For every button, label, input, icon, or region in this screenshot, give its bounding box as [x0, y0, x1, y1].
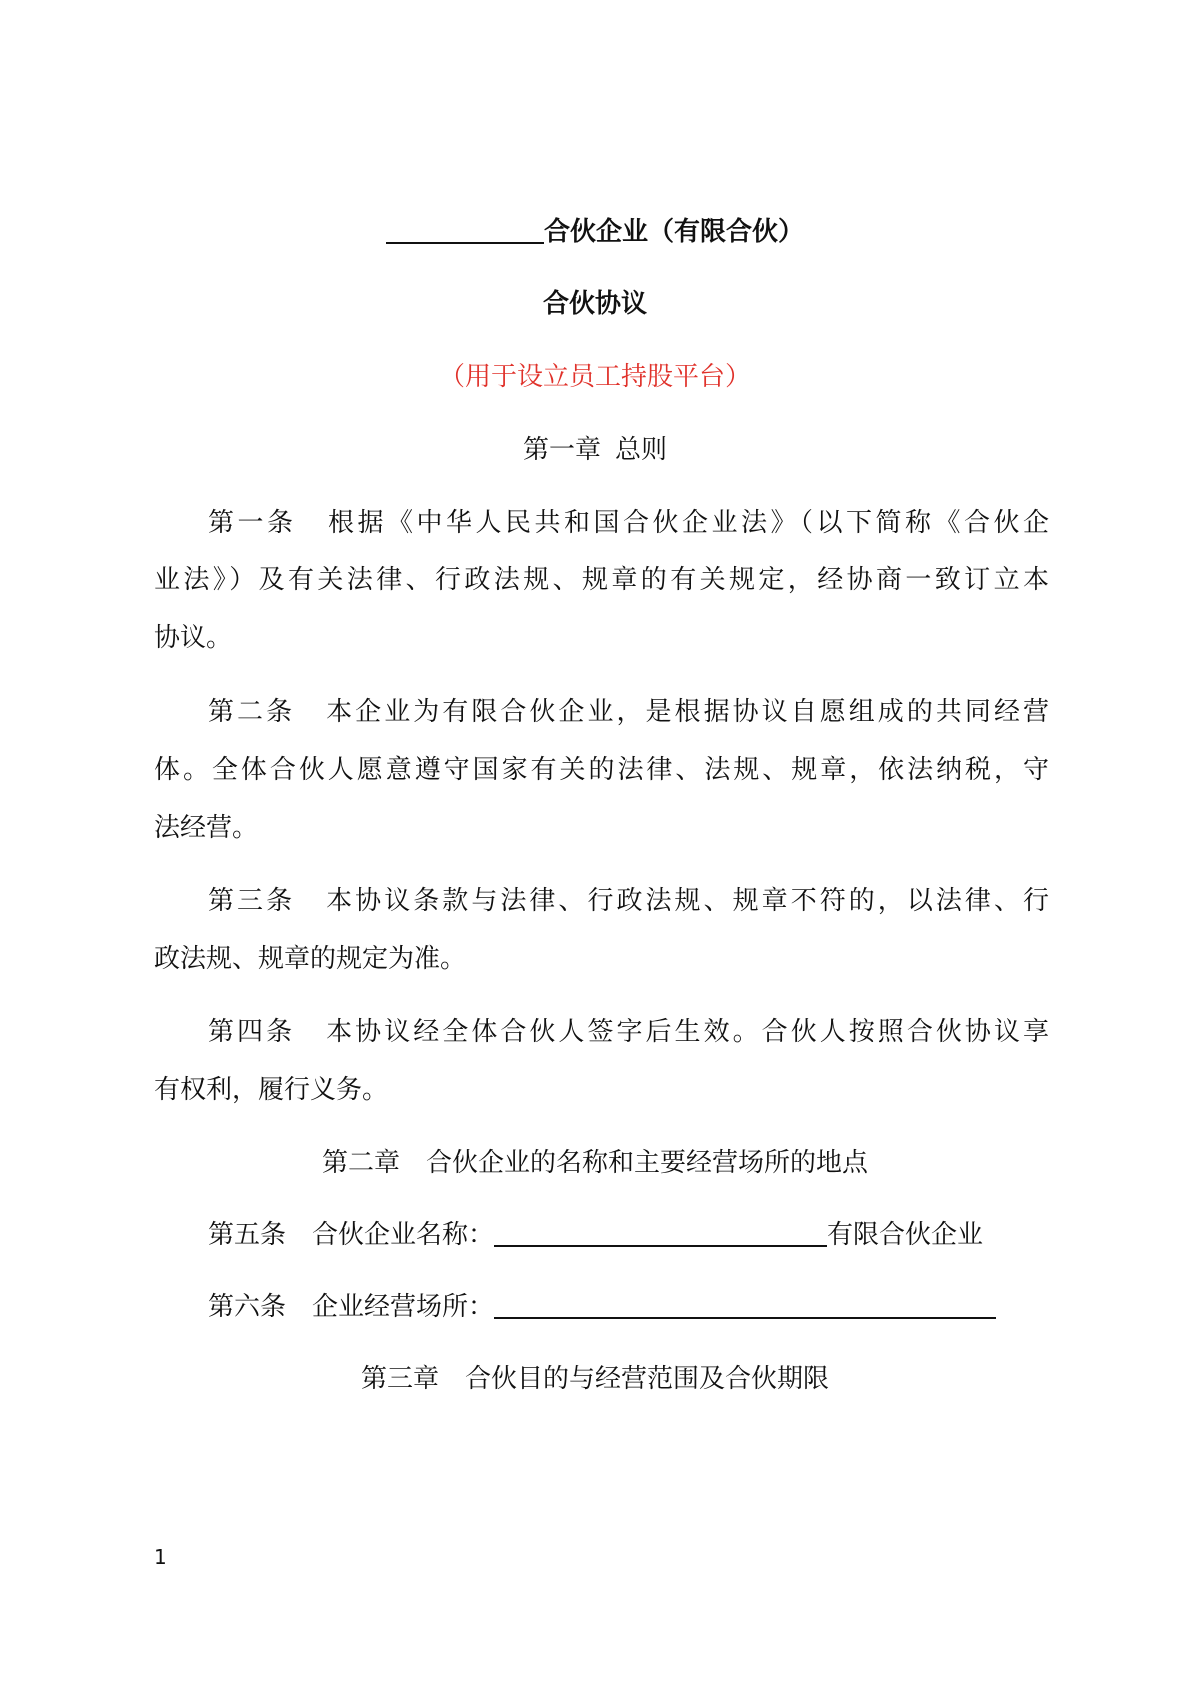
- article-2-label: 第二条: [208, 697, 296, 727]
- article-5-field-label: 合伙企业名称：: [312, 1220, 495, 1250]
- article-4-line1: [208, 1015, 1049, 1049]
- article-4-text-1: 本协议经全体合伙人签字后生效。合伙人按照合伙协议享: [323, 1017, 1049, 1047]
- article-5-suffix: 有限合伙企业: [827, 1220, 984, 1250]
- chapter-3-label: 第三章: [360, 1364, 439, 1394]
- business-address-field[interactable]: [494, 1291, 996, 1319]
- article-1-line3: 协议。: [154, 623, 233, 653]
- article-4-label: 第四条: [208, 1017, 296, 1047]
- article-1-text-1: 根据《中华人民共和国合伙企业法》（以下简称《合伙企: [324, 508, 1049, 538]
- chapter-2-name: 合伙企业的名称和主要经营场所的地点: [426, 1148, 869, 1178]
- article-5-label: 第五条: [208, 1220, 287, 1250]
- enterprise-name-blank: [386, 216, 544, 244]
- article-2-line3: 法经营。: [154, 813, 259, 843]
- article-6-field-label: 企业经营场所：: [312, 1292, 495, 1322]
- article-6-line: [208, 1290, 1049, 1324]
- chapter-3-name: 合伙目的与经营范围及合伙期限: [465, 1364, 830, 1394]
- chapter-1-name: 总则: [615, 435, 668, 465]
- article-3-label: 第三条: [208, 886, 296, 916]
- document-title-line2: 合伙协议: [542, 289, 647, 319]
- chapter-2-heading: [0, 1146, 1190, 1180]
- article-3-line2: 政法规、规章的规定为准。: [154, 944, 467, 974]
- enterprise-name-field[interactable]: [494, 1219, 827, 1247]
- chapter-1-label: 第一章: [522, 435, 601, 465]
- article-3-text-1: 本协议条款与法律、行政法规、规章不符的，以法律、行: [323, 886, 1049, 916]
- chapter-1-heading: [0, 433, 1190, 467]
- article-5-line: [208, 1218, 1049, 1252]
- document-purpose-note: （用于设立员工持股平台）: [438, 362, 751, 392]
- article-1-label: 第一条: [208, 508, 297, 538]
- page-number: 1: [154, 1545, 167, 1569]
- chapter-3-heading: [0, 1362, 1190, 1396]
- article-2-line1: [208, 695, 1049, 729]
- chapter-2-label: 第二章: [321, 1148, 400, 1178]
- title-suffix: 合伙企业（有限合伙）: [543, 217, 804, 247]
- article-2-text-1: 本企业为有限合伙企业，是根据协议自愿组成的共同经营: [323, 697, 1049, 727]
- article-1-line1: [208, 506, 1049, 540]
- article-4-line2: 有权利，履行义务。: [154, 1075, 389, 1105]
- article-6-label: 第六条: [208, 1292, 287, 1322]
- document-title-line1: [0, 215, 1190, 249]
- article-3-line1: [208, 884, 1049, 918]
- article-2-line2: 体。全体合伙人愿意遵守国家有关的法律、法规、规章，依法纳税，守: [154, 755, 1049, 785]
- article-1-line2: 业法》）及有关法律、行政法规、规章的有关规定，经协商一致订立本: [154, 565, 1049, 595]
